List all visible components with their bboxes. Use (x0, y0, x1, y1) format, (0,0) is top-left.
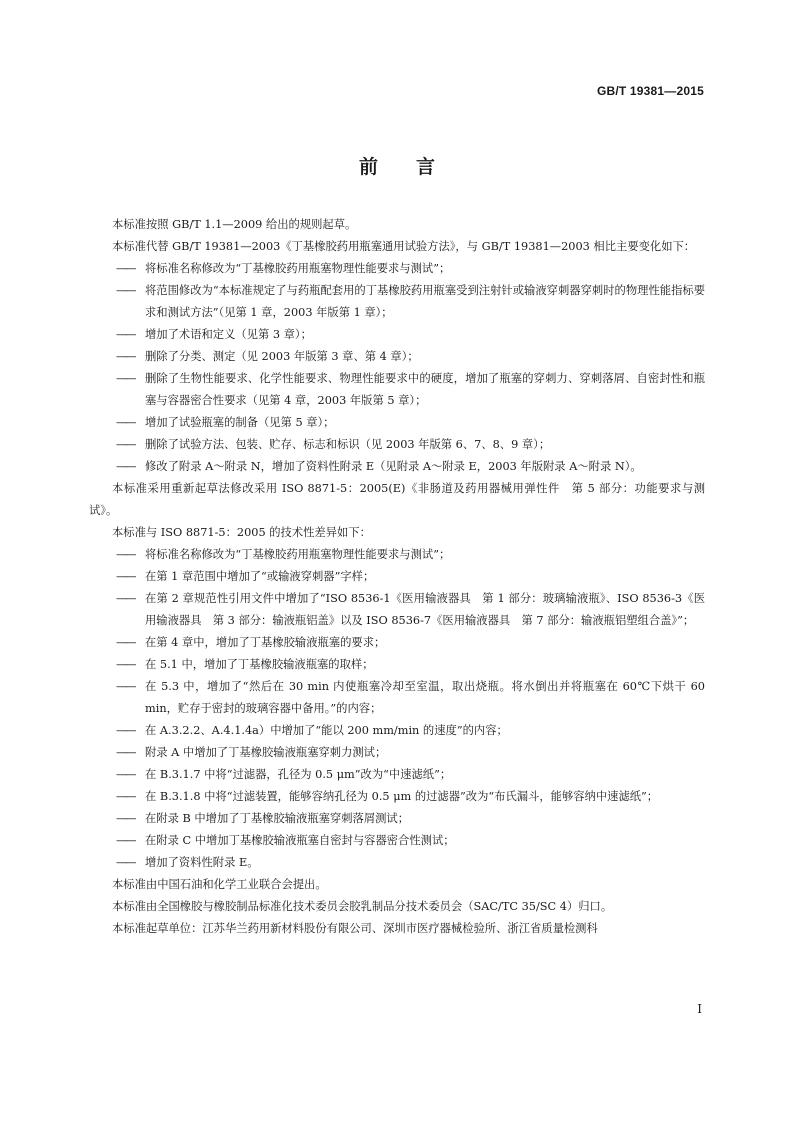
change-list-item (89, 346, 705, 368)
dash-marker: —— (116, 284, 135, 297)
change-list-item (89, 852, 705, 874)
dash-marker: —— (116, 372, 135, 385)
change-list-item (89, 720, 705, 742)
dash-marker: —— (116, 438, 135, 451)
dash-marker: —— (116, 724, 135, 737)
change-list-text: 在附录 B 中增加了丁基橡胶输液瓶塞穿刺落屑测试； (145, 812, 410, 825)
paragraph: 本标准代替 GB/T 19381—2003《丁基橡胶药用瓶塞通用试验方法》，与 GB/T 19381—2003 相比主要变化如下： (112, 240, 696, 253)
dash-marker: —— (116, 416, 135, 429)
paragraph: 本标准与 ISO 8871-5：2005 的技术性差异如下： (112, 526, 371, 539)
dash-marker: —— (116, 570, 135, 583)
change-list-text: 删除了分类、测定（见 2003 年版第 3 章、第 4 章）； (145, 350, 419, 363)
change-list-item (89, 786, 705, 808)
change-list-text: 将范围修改为“本标准规定了与药瓶配套用的丁基橡胶药用瓶塞受到注射针或输液穿刺器穿刺时的物理性能指标要求和测试方法”（见第 1 章，2003 年版第 1 章）； (145, 284, 705, 319)
standard-code: GB/T 19381—2015 (596, 84, 704, 98)
change-list-item (89, 808, 705, 830)
paragraph: 本标准按照 GB/T 1.1—2009 给出的规则起草。 (112, 218, 357, 231)
dash-marker: —— (116, 460, 135, 473)
dash-marker: —— (116, 636, 135, 649)
dash-marker: —— (116, 328, 135, 341)
change-list-item (89, 324, 705, 346)
change-list-text: 在第 1 章范围中增加了“或输液穿刺器”字样； (145, 570, 375, 583)
dash-marker: —— (116, 680, 135, 693)
change-list-text: 在附录 C 中增加丁基橡胶输液瓶塞自密封与容器密合性测试； (145, 834, 455, 847)
change-list-text: 删除了试验方法、包装、贮存、标志和标识（见 2003 年版第 6、7、8、9 章）； (145, 438, 551, 451)
change-list-text: 在 B.3.1.8 中将“过滤装置，能够容纳孔径为 0.5 μm 的过滤器”改为“布氏漏斗，能够容纳中速滤纸”； (145, 790, 659, 803)
dash-marker: —— (116, 856, 135, 869)
dash-marker: —— (116, 812, 135, 825)
change-list-item (89, 258, 705, 280)
title-char-left: 前 (358, 156, 378, 178)
change-list-item (89, 280, 705, 324)
paragraph: 本标准由全国橡胶与橡胶制品标准化技术委员会胶乳制品分技术委员会（SAC/TC 35/SC 4）归口。 (112, 900, 613, 913)
paragraph: 本标准采用重新起草法修改采用 ISO 8871-5：2005(E)《非肠道及药用器械用弹性件 第 5 部分：功能要求与测试》。 (89, 482, 705, 517)
foreword-body (89, 214, 705, 940)
change-list-text: 增加了资料性附录 E。 (145, 856, 259, 869)
dash-marker: —— (116, 746, 135, 759)
change-list-item (89, 676, 705, 720)
change-list-text: 删除了生物性能要求、化学性能要求、物理性能要求中的硬度，增加了瓶塞的穿刺力、穿刺落屑、自密封性和瓶塞与容器密合性要求（见第 4 章，2003 年版第 5 章）； (145, 372, 705, 407)
page-number: I (697, 1002, 702, 1016)
change-list-item (89, 588, 705, 632)
change-list-item (89, 742, 705, 764)
dash-marker: —— (116, 768, 135, 781)
dash-marker: —— (116, 262, 135, 275)
change-list-text: 在第 2 章规范性引用文件中增加了“ISO 8536-1《医用输液器具 第 1 部分：玻璃输液瓶》、ISO 8536-3《医用输液器具 第 3 部分：输液瓶铝盖》以及 ISO 8536-7《医用输液器具 第 7 部分：输液瓶铝塑组合盖》”； (145, 592, 705, 627)
change-list-text: 增加了术语和定义（见第 3 章）； (145, 328, 312, 341)
page-title (0, 152, 794, 179)
change-list-text: 将标准名称修改为“丁基橡胶药用瓶塞物理性能要求与测试”； (145, 548, 451, 561)
change-list-text: 在 5.1 中，增加了丁基橡胶输液瓶塞的取样； (145, 658, 374, 671)
change-list-item (89, 632, 705, 654)
change-list-text: 在 5.3 中，增加了“然后在 30 min 内使瓶塞冷却至室温，取出烧瓶。将水倒出并将瓶塞在 60℃下烘干 60 min，贮存于密封的玻璃容器中备用。”的内容； (145, 680, 705, 715)
change-list-text: 附录 A 中增加了丁基橡胶输液瓶塞穿刺力测试； (145, 746, 387, 759)
change-list-text: 增加了试验瓶塞的制备（见第 5 章）； (145, 416, 335, 429)
change-list-item (89, 544, 705, 566)
paragraph: 本标准由中国石油和化学工业联合会提出。 (112, 878, 327, 891)
change-list-text: 修改了附录 A～附录 N，增加了资料性附录 E（见附录 A～附录 E，2003 年版附录 A～附录 N）。 (145, 460, 642, 473)
dash-marker: —— (116, 592, 135, 605)
paragraph: 本标准起草单位：江苏华兰药用新材料股份有限公司、深圳市医疗器械检验所、浙江省质量检测科 (112, 922, 598, 935)
change-list-item (89, 764, 705, 786)
change-list-text: 将标准名称修改为“丁基橡胶药用瓶塞物理性能要求与测试”； (145, 262, 451, 275)
change-list-item (89, 456, 705, 478)
dash-marker: —— (116, 790, 135, 803)
change-list-item (89, 412, 705, 434)
change-list-item (89, 654, 705, 676)
title-char-right: 言 (416, 156, 436, 178)
dash-marker: —— (116, 834, 135, 847)
dash-marker: —— (116, 350, 135, 363)
dash-marker: —— (116, 548, 135, 561)
change-list-text: 在 A.3.2.2、A.4.1.4a）中增加了“能以 200 mm/min 的速度”的内容； (145, 724, 508, 737)
dash-marker: —— (116, 658, 135, 671)
change-list-item (89, 830, 705, 852)
change-list-item (89, 368, 705, 412)
change-list-item (89, 566, 705, 588)
change-list-text: 在第 4 章中，增加了丁基橡胶输液瓶塞的要求； (145, 636, 386, 649)
change-list-item (89, 434, 705, 456)
change-list-text: 在 B.3.1.7 中将“过滤器，孔径为 0.5 μm”改为“中速滤纸”； (145, 768, 452, 781)
